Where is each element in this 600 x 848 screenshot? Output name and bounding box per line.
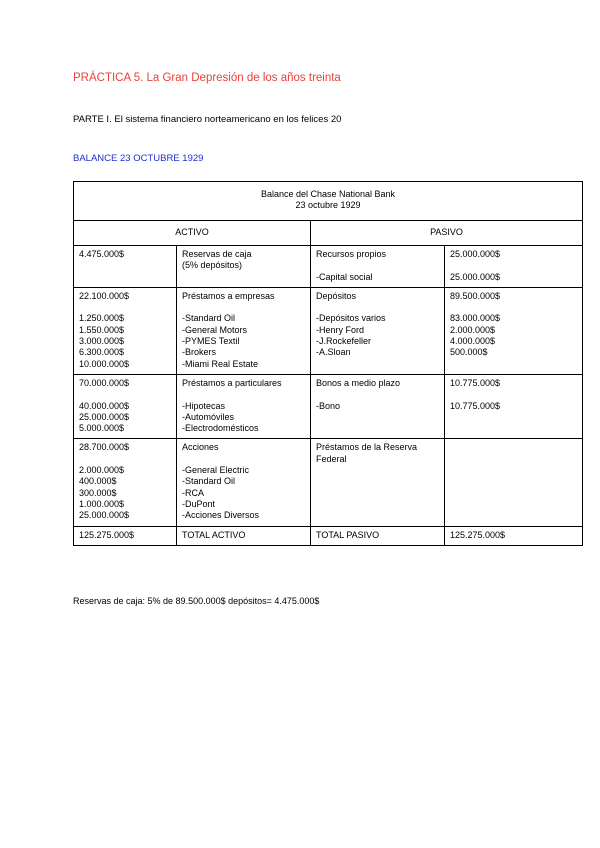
cell-line: -Depósitos varios [316,313,386,324]
cell-line [79,389,171,400]
cell-line: 125.275.000$ [450,529,506,540]
table-row [74,526,583,545]
cell-line: -DuPont [182,498,216,509]
cell-line [182,389,305,400]
cell-line: Reservas de caja [182,249,252,259]
cell-line: 300.000$ [79,487,117,498]
cell-line: Bonos a medio plazo [316,377,401,388]
activo-label-cell [177,439,311,526]
pasivo-label-cell [311,374,445,438]
cell-line [450,389,577,400]
cell-line [182,454,305,465]
balance-heading: BALANCE 23 OCTUBRE 1929 [73,153,204,164]
activo-label-cell [177,246,311,288]
cell-line: -Standard Oil [182,476,236,487]
pasivo-amount-cell [445,246,583,288]
cell-line: -Miami Real Estate [182,358,259,369]
cell-line: 28.700.000$ [79,442,130,453]
cell-line: 5.000.000$ [79,423,125,434]
cell-line [79,302,171,313]
table-row [74,287,583,374]
cell-line: 400.000$ [79,476,117,487]
cell-line [316,389,439,400]
cell-line [316,302,439,313]
activo-amount-cell [74,287,177,374]
table-row [74,439,583,526]
cell-line: 89.500.000$ [450,290,501,301]
cell-line: -Bono [316,400,341,411]
cell-line: TOTAL ACTIVO [182,529,246,540]
pasivo-amount-cell [445,439,583,526]
cell-line [450,260,577,271]
cell-line: 4.475.000$ [79,249,125,259]
table-row [74,374,583,438]
cell-line: -Hipotecas [182,400,226,411]
cell-line: -RCA [182,487,204,498]
cell-line: 83.000.000$ [450,313,501,324]
pasivo-label-cell [311,526,445,545]
cell-line: Depósitos [316,290,357,301]
pasivo-amount-cell [445,374,583,438]
table-row [74,246,583,288]
pasivo-header: PASIVO [311,221,583,246]
pasivo-amount-cell [445,287,583,374]
cell-line: 6.300.000$ [79,347,125,358]
cell-line: 25.000.000$ [79,510,130,521]
activo-amount-cell [74,374,177,438]
table-header-row [74,221,583,246]
cell-line: -Capital social [316,271,373,282]
cell-line: -A.Sloan [316,347,351,358]
cell-line: 4.000.000$ [450,336,496,347]
activo-amount-cell [74,246,177,288]
activo-label-cell [177,526,311,545]
cell-line: 2.000.000$ [79,465,125,476]
caption-line-2: 23 octubre 1929 [295,200,361,211]
cell-line: Acciones [182,442,219,453]
footnote: Reservas de caja: 5% de 89.500.000$ depósitos= 4.475.000$ [73,596,320,606]
cell-line [450,302,577,313]
table-caption [74,182,583,221]
cell-line: 10.000.000$ [79,358,130,369]
cell-line: 10.775.000$ [450,377,501,388]
cell-line: 25.000.000$ [450,271,501,282]
cell-line: 2.000.000$ [450,324,496,335]
cell-line: 40.000.000$ [79,400,130,411]
cell-line: Federal [316,453,347,464]
cell-line: -General Motors [182,324,248,335]
activo-amount-cell [74,526,177,545]
cell-line: Recursos propios [316,249,387,259]
activo-label-cell [177,374,311,438]
cell-line: Préstamos a particulares [182,377,282,388]
cell-line: 3.000.000$ [79,336,125,347]
cell-line: 22.100.000$ [79,290,130,301]
cell-line: 25.000.000$ [450,249,501,259]
cell-line: 10.775.000$ [450,400,501,411]
cell-line: -Brokers [182,347,217,358]
activo-label-cell [177,287,311,374]
cell-line: TOTAL PASIVO [316,529,380,540]
part-heading: PARTE I. El sistema financiero norteamericano en los felices 20 [73,114,342,125]
cell-line: -Electrodomésticos [182,423,259,434]
pasivo-label-cell [311,287,445,374]
cell-line: Préstamos de la Reserva [316,442,418,453]
cell-line [182,302,305,313]
cell-line: 500.000$ [450,347,488,358]
cell-line: -Standard Oil [182,313,236,324]
cell-line: 125.275.000$ [79,529,135,540]
cell-line [316,260,439,271]
activo-amount-cell [74,439,177,526]
cell-line [79,454,171,465]
pasivo-amount-cell [445,526,583,545]
activo-header: ACTIVO [74,221,311,246]
cell-line: (5% depósitos) [182,260,243,271]
caption-line-1: Balance del Chase National Bank [260,189,396,199]
table-caption-row [74,182,583,221]
cell-line: -General Electric [182,465,250,476]
cell-line: 1.550.000$ [79,324,125,335]
cell-line: 25.000.000$ [79,411,130,422]
cell-line: Préstamos a empresas [182,290,275,301]
document-title: PRÁCTICA 5. La Gran Depresión de los años treinta [73,72,341,84]
cell-line: -J.Rockefeller [316,336,372,347]
pasivo-label-cell [311,246,445,288]
cell-line: -Automóviles [182,411,235,422]
pasivo-label-cell [311,439,445,526]
cell-line: -PYMES Textil [182,336,240,347]
cell-line: 70.000.000$ [79,377,130,388]
cell-line: 1.000.000$ [79,498,125,509]
balance-table [73,181,583,546]
cell-line: -Acciones Diversos [182,510,260,521]
cell-line: 1.250.000$ [79,313,125,324]
cell-line: -Henry Ford [316,324,365,335]
